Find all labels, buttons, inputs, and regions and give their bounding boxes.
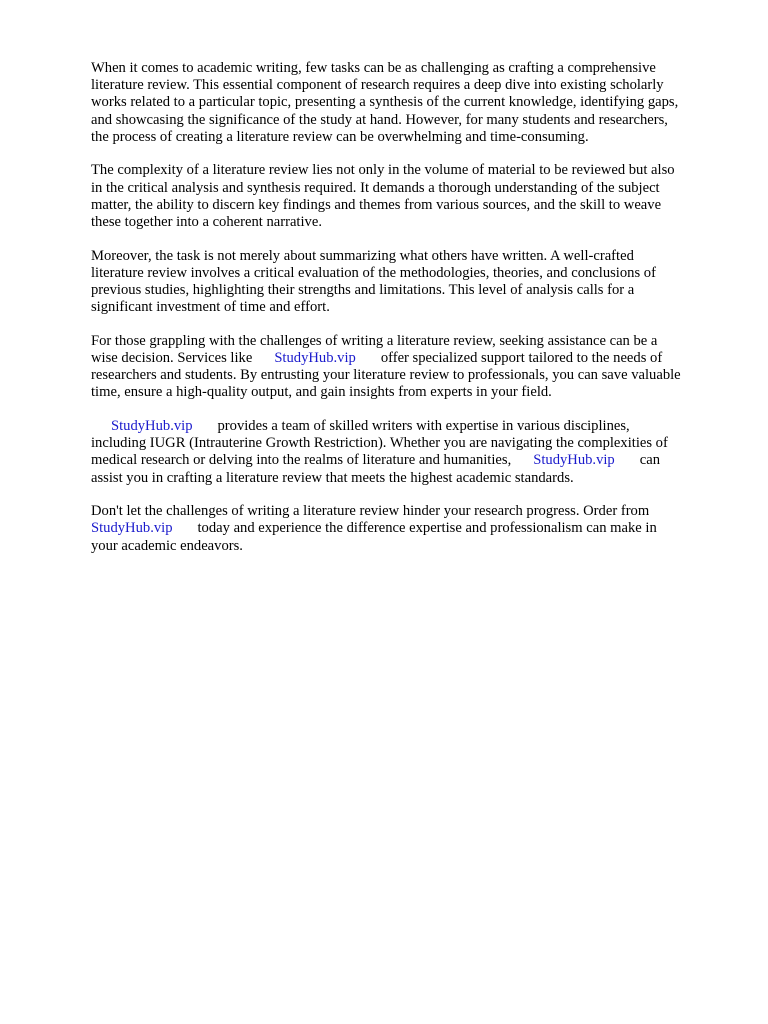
text-line: time, ensure a high-quality output, and gain insights from experts in your field. (91, 384, 552, 401)
text-line: For those grappling with the challenges of writing a literature review, seeking assistance can be a (91, 332, 658, 349)
text-line (91, 418, 731, 435)
text-line: literature review involves a critical evaluation of the methodologies, theories, and conclusions of (91, 264, 656, 281)
text-segment: medical research or delving into the realms of literature and humanities, (91, 452, 512, 469)
text-line: your academic endeavors. (91, 537, 243, 554)
text-line (91, 350, 731, 367)
text-line: assist you in crafting a literature review that meets the highest academic standards. (91, 469, 574, 486)
paragraph-assistance (91, 333, 731, 402)
text-line: researchers and students. By entrusting your literature review to professionals, you can save valuable (91, 367, 681, 384)
text-line: and showcasing the significance of the study at hand. However, for many students and researchers, (91, 111, 668, 128)
text-line: matter, the ability to discern key findings and themes from various sources, and the skill to weave (91, 196, 662, 213)
text-line (91, 520, 731, 537)
paragraph-order (91, 503, 731, 555)
text-line: previous studies, highlighting their strengths and limitations. This level of analysis calls for a (91, 282, 635, 299)
text-line: The complexity of a literature review lies not only in the volume of material to be reviewed but also (91, 162, 675, 179)
text-line: significant investment of time and effort. (91, 299, 330, 316)
text-line: in the critical analysis and synthesis required. It demands a thorough understanding of the subject (91, 179, 660, 196)
text-segment: can (639, 452, 660, 469)
paragraph-intro (91, 60, 731, 146)
text-line: Don't let the challenges of writing a literature review hinder your research progress. Order from (91, 503, 650, 520)
studyhub-link[interactable]: StudyHub.vip (533, 452, 615, 469)
paragraph-moreover (91, 248, 731, 317)
studyhub-link[interactable]: StudyHub.vip (274, 350, 356, 367)
text-segment: wise decision. Services like (91, 350, 253, 367)
text-line (91, 452, 731, 469)
text-segment: offer specialized support tailored to the needs of (380, 350, 663, 367)
text-line: including IUGR (Intrauterine Growth Restriction). Whether you are navigating the complexities of (91, 435, 668, 452)
paragraph-complexity (91, 162, 731, 231)
text-line: literature review. This essential component of research requires a deep dive into existing scholarly (91, 77, 664, 94)
text-line: these together into a coherent narrative. (91, 214, 322, 231)
text-line: Moreover, the task is not merely about summarizing what others have written. A well-crafted (91, 247, 634, 264)
text-segment: today and experience the difference expertise and professionalism can make in (197, 520, 657, 537)
text-segment: provides a team of skilled writers with expertise in various disciplines, (217, 418, 630, 435)
studyhub-link[interactable]: StudyHub.vip (111, 418, 193, 435)
document-body (91, 60, 731, 571)
text-line: When it comes to academic writing, few tasks can be as challenging as crafting a comprehensive (91, 60, 656, 76)
text-line: works related to a particular topic, presenting a synthesis of the current knowledge, identifying gaps, (91, 94, 679, 111)
paragraph-studyhub (91, 418, 731, 487)
studyhub-link[interactable]: StudyHub.vip (91, 520, 173, 537)
text-line: the process of creating a literature review can be overwhelming and time-consuming. (91, 128, 589, 145)
